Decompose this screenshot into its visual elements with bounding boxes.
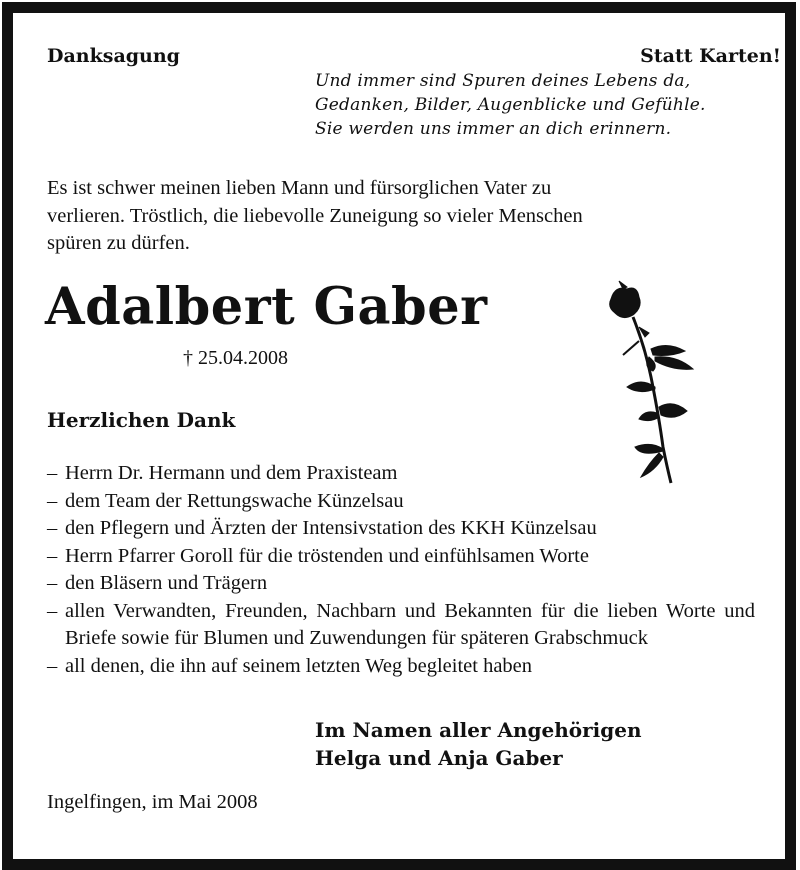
list-item-text: Herrn Dr. Hermann und dem Praxisteam [65, 462, 398, 484]
memorial-quote [315, 69, 706, 141]
list-item [47, 570, 755, 598]
list-item-text: dem Team der Rettungswache Künzelsau [65, 489, 404, 512]
list-item-text: den Bläsern und Trägern [65, 572, 268, 594]
list-item [47, 653, 755, 681]
list-item-text: allen Verwandten, Freunden, Nachbarn und Bekannten für die lieben Worte und Briefe sowie für Blumen und Zuwendungen für späteren Grabschmuck [65, 599, 755, 649]
obituary-content [13, 13, 785, 859]
thanks-list [47, 460, 755, 680]
list-item [47, 515, 755, 543]
intro-line: verlieren. Tröstlich, die liebevolle Zuneigung so vieler Menschen [47, 204, 583, 227]
list-item-text: den Pflegern und Ärzten der Intensivstation des KKH Künzelsau [65, 517, 597, 539]
place-date: Ingelfingen, im Mai 2008 [47, 791, 258, 813]
rose-icon [593, 277, 703, 487]
thanks-heading: Herzlichen Dank [47, 408, 236, 432]
intro-line: spüren zu dürfen. [47, 232, 190, 254]
list-marker: – [47, 544, 58, 567]
quote-line: Gedanken, Bilder, Augenblicke und Gefühle. [315, 95, 706, 115]
list-marker: – [47, 489, 58, 512]
signature-line: Im Namen aller Angehörigen [315, 718, 642, 742]
obituary-frame [2, 2, 796, 870]
list-item [47, 488, 755, 516]
signature-block [315, 716, 642, 772]
list-marker: – [47, 517, 58, 539]
quote-line: Sie werden uns immer an dich erinnern. [315, 119, 672, 139]
signature-line: Helga und Anja Gaber [315, 746, 563, 770]
list-marker: – [47, 572, 58, 594]
list-marker: – [47, 462, 58, 484]
list-item [47, 460, 755, 488]
intro-paragraph [47, 175, 737, 258]
intro-line: Es ist schwer meinen lieben Mann und fürsorglichen Vater zu [47, 177, 552, 199]
list-marker: – [47, 599, 58, 622]
list-item [47, 598, 755, 653]
list-marker: – [47, 654, 58, 677]
header-danksagung: Danksagung [47, 45, 180, 67]
list-item-text: Herrn Pfarrer Goroll für die tröstenden und einfühlsamen Worte [65, 544, 589, 567]
header-statt-karten: Statt Karten! [640, 45, 781, 67]
deceased-name: Adalbert Gaber [45, 277, 488, 337]
death-date: † 25.04.2008 [183, 347, 288, 369]
quote-line: Und immer sind Spuren deines Lebens da, [315, 71, 691, 91]
list-item [47, 543, 755, 571]
list-item-text: all denen, die ihn auf seinem letzten Weg begleitet haben [65, 654, 533, 677]
